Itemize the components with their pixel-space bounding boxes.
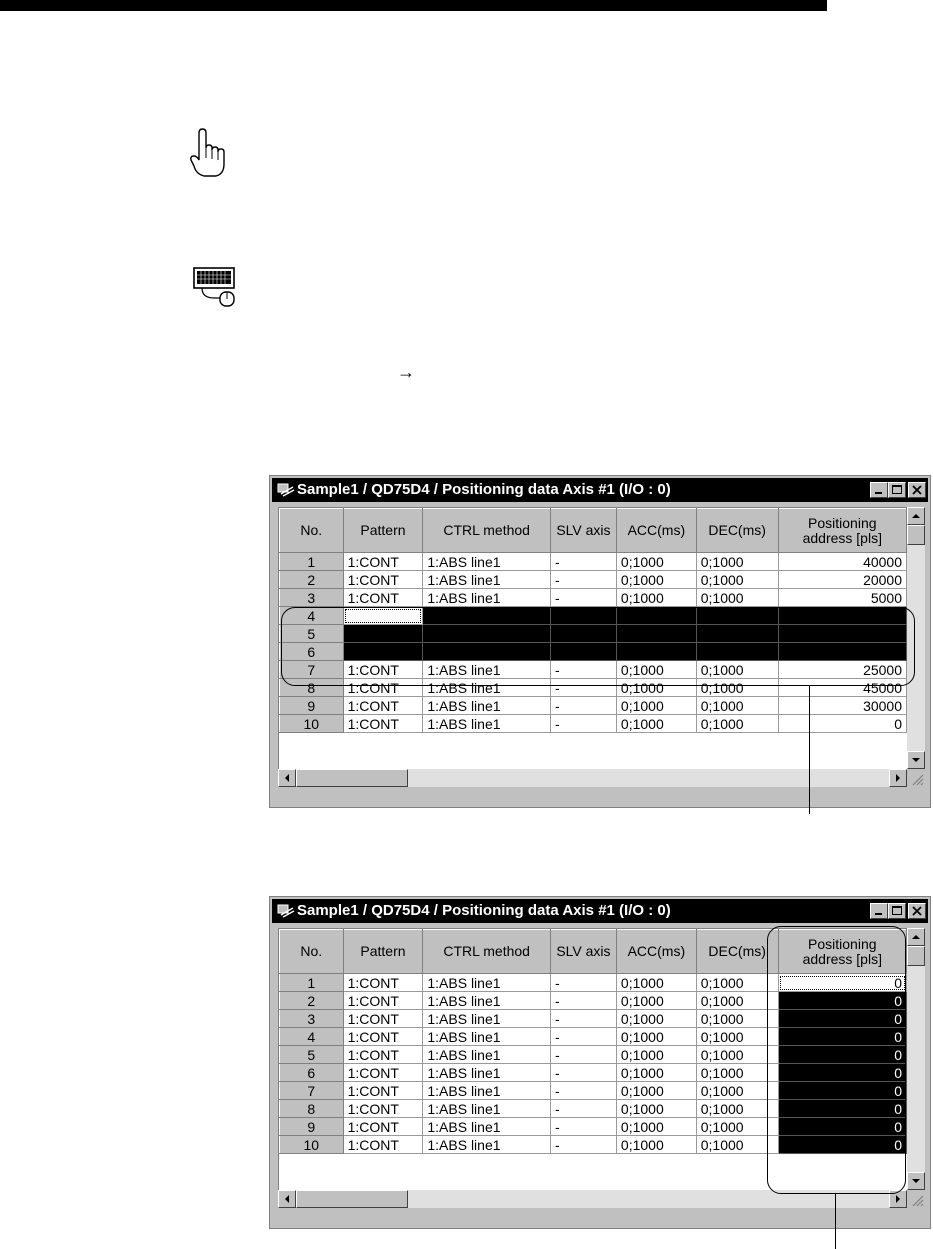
maximize-button[interactable] — [888, 903, 906, 919]
acc-cell[interactable]: 0;1000 — [616, 1064, 696, 1082]
pointing-hand-icon — [186, 128, 230, 180]
acc-cell[interactable] — [616, 625, 696, 643]
positioning-address-cell[interactable]: 0 — [778, 1064, 906, 1082]
table-row[interactable] — [280, 1028, 907, 1046]
table-row[interactable] — [280, 1010, 907, 1028]
horizontal-scrollbar[interactable] — [278, 1190, 907, 1208]
ctrl-method-cell[interactable]: 1:ABS line1 — [423, 697, 551, 715]
pattern-cell[interactable]: 1:CONT — [343, 697, 423, 715]
table-row[interactable] — [280, 607, 907, 625]
dec-cell[interactable]: 0;1000 — [696, 697, 778, 715]
dec-cell[interactable]: 0;1000 — [696, 715, 778, 733]
positioning-address-cell[interactable]: 5000 — [778, 589, 906, 607]
slv-axis-cell[interactable]: - — [550, 571, 616, 589]
slv-axis-cell[interactable]: - — [550, 974, 616, 992]
column-header-slv-axis[interactable]: SLV axis — [550, 509, 616, 553]
pattern-cell[interactable]: 1:CONT — [343, 571, 423, 589]
row-number[interactable]: 3 — [280, 589, 344, 607]
positioning-address-cell[interactable] — [778, 607, 906, 625]
horizontal-scroll-thumb[interactable] — [296, 1190, 408, 1208]
positioning-address-cell[interactable]: 45000 — [778, 679, 906, 697]
table-row[interactable] — [280, 697, 907, 715]
positioning-address-cell[interactable]: 0 — [778, 1082, 906, 1100]
ctrl-method-cell[interactable] — [423, 607, 551, 625]
minimize-icon — [871, 483, 887, 497]
row-number[interactable]: 4 — [280, 607, 344, 625]
dec-cell[interactable]: 0;1000 — [696, 679, 778, 697]
column-header-no[interactable]: No. — [280, 930, 344, 974]
row-number[interactable]: 7 — [280, 661, 344, 679]
dec-cell[interactable]: 0;1000 — [696, 1064, 778, 1082]
dec-cell[interactable]: 0;1000 — [696, 1010, 778, 1028]
row-number[interactable]: 6 — [280, 1064, 344, 1082]
arrow-up-icon — [908, 929, 924, 945]
scroll-down-button[interactable] — [907, 751, 925, 769]
horizontal-scrollbar[interactable] — [278, 769, 907, 787]
table-row[interactable] — [280, 1064, 907, 1082]
maximize-icon — [889, 904, 905, 918]
app-icon — [277, 482, 295, 498]
arrow-glyph: → — [397, 362, 415, 382]
dec-cell[interactable]: 0;1000 — [696, 553, 778, 571]
table-row[interactable] — [280, 679, 907, 697]
window-title-bar[interactable] — [272, 478, 928, 502]
close-button[interactable] — [908, 482, 926, 498]
slv-axis-cell[interactable]: - — [550, 715, 616, 733]
positioning-address-cell[interactable]: 0 — [778, 992, 906, 1010]
acc-cell[interactable]: 0;1000 — [616, 715, 696, 733]
positioning-address-cell[interactable]: 0 — [778, 1118, 906, 1136]
pattern-cell[interactable]: 1:CONT — [343, 1118, 423, 1136]
ctrl-method-cell[interactable]: 1:ABS line1 — [423, 1046, 551, 1064]
ctrl-method-cell[interactable]: 1:ABS line1 — [423, 589, 551, 607]
horizontal-scroll-thumb[interactable] — [296, 769, 408, 787]
pattern-cell[interactable]: 1:CONT — [343, 1010, 423, 1028]
ctrl-method-cell[interactable] — [423, 643, 551, 661]
table-row[interactable] — [280, 992, 907, 1010]
pattern-cell[interactable]: 1:CONT — [343, 1082, 423, 1100]
dec-cell[interactable]: 0;1000 — [696, 1028, 778, 1046]
ctrl-method-cell[interactable]: 1:ABS line1 — [423, 679, 551, 697]
row-number[interactable]: 1 — [280, 553, 344, 571]
row-number[interactable]: 5 — [280, 1046, 344, 1064]
slv-axis-cell[interactable]: - — [550, 1136, 616, 1154]
ctrl-method-cell[interactable]: 1:ABS line1 — [423, 553, 551, 571]
close-icon — [909, 904, 925, 918]
arrow-down-icon — [908, 1173, 924, 1189]
acc-cell[interactable]: 0;1000 — [616, 1118, 696, 1136]
dec-cell[interactable]: 0;1000 — [696, 1082, 778, 1100]
vertical-scroll-thumb[interactable] — [907, 946, 925, 966]
positioning-data-window — [269, 896, 931, 1229]
ctrl-method-cell[interactable]: 1:ABS line1 — [423, 1100, 551, 1118]
acc-cell[interactable]: 0;1000 — [616, 1028, 696, 1046]
ctrl-method-cell[interactable]: 1:ABS line1 — [423, 1064, 551, 1082]
ctrl-method-cell[interactable]: 1:ABS line1 — [423, 1082, 551, 1100]
positioning-address-cell[interactable]: 0 — [778, 974, 906, 992]
positioning-address-cell[interactable]: 0 — [778, 1046, 906, 1064]
table-row[interactable] — [280, 974, 907, 992]
table-row[interactable] — [280, 553, 907, 571]
pattern-cell[interactable]: 1:CONT — [343, 1064, 423, 1082]
slv-axis-cell[interactable]: - — [550, 1082, 616, 1100]
positioning-address-cell[interactable]: 20000 — [778, 571, 906, 589]
slv-axis-cell[interactable]: - — [550, 679, 616, 697]
slv-axis-cell[interactable]: - — [550, 1010, 616, 1028]
dec-cell[interactable]: 0;1000 — [696, 1046, 778, 1064]
scroll-down-button[interactable] — [907, 1172, 925, 1190]
row-number[interactable]: 6 — [280, 643, 344, 661]
pattern-cell[interactable]: 1:CONT — [343, 974, 423, 992]
acc-cell[interactable]: 0;1000 — [616, 992, 696, 1010]
row-number[interactable]: 2 — [280, 571, 344, 589]
column-header-dec[interactable]: DEC(ms) — [696, 509, 778, 553]
slv-axis-cell[interactable]: - — [550, 1028, 616, 1046]
row-number[interactable]: 1 — [280, 974, 344, 992]
dec-cell[interactable]: 0;1000 — [696, 1100, 778, 1118]
table-row[interactable] — [280, 715, 907, 733]
row-number[interactable]: 9 — [280, 697, 344, 715]
window-title-bar[interactable] — [272, 899, 928, 923]
pattern-cell[interactable]: 1:CONT — [343, 1100, 423, 1118]
positioning-address-cell[interactable]: 30000 — [778, 697, 906, 715]
callout-pointer-line — [809, 686, 810, 814]
app-icon — [277, 903, 295, 919]
ctrl-method-cell[interactable]: 1:ABS line1 — [423, 661, 551, 679]
column-header-pattern[interactable]: Pattern — [343, 509, 423, 553]
ctrl-method-cell[interactable]: 1:ABS line1 — [423, 1136, 551, 1154]
close-button[interactable] — [908, 903, 926, 919]
arrow-left-icon — [279, 770, 295, 786]
positioning-address-cell[interactable]: 0 — [778, 1028, 906, 1046]
scroll-up-button[interactable] — [907, 507, 925, 525]
ctrl-method-cell[interactable]: 1:ABS line1 — [423, 1028, 551, 1046]
ctrl-method-cell[interactable] — [423, 625, 551, 643]
column-header-slv-axis[interactable]: SLV axis — [550, 930, 616, 974]
slv-axis-cell[interactable]: - — [550, 992, 616, 1010]
table-row[interactable] — [280, 1082, 907, 1100]
window-title: Sample1 / QD75D4 / Positioning data Axis #1 (I/O : 0) — [297, 902, 671, 919]
table-row[interactable] — [280, 625, 907, 643]
pattern-cell[interactable]: 1:CONT — [343, 553, 423, 571]
resize-grip-icon[interactable] — [907, 1190, 925, 1208]
pattern-cell[interactable]: 1:CONT — [343, 715, 423, 733]
acc-cell[interactable]: 0;1000 — [616, 553, 696, 571]
pattern-cell[interactable]: 1:CONT — [343, 1136, 423, 1154]
row-number[interactable]: 7 — [280, 1082, 344, 1100]
row-number[interactable]: 10 — [280, 715, 344, 733]
dec-cell[interactable]: 0;1000 — [696, 571, 778, 589]
row-number[interactable]: 3 — [280, 1010, 344, 1028]
positioning-address-cell[interactable] — [778, 643, 906, 661]
arrow-left-icon — [279, 1191, 295, 1207]
slv-axis-cell[interactable]: - — [550, 1118, 616, 1136]
slv-axis-cell[interactable]: - — [550, 1100, 616, 1118]
acc-cell[interactable]: 0;1000 — [616, 1136, 696, 1154]
dec-cell[interactable]: 0;1000 — [696, 1136, 778, 1154]
scroll-right-button[interactable] — [889, 769, 907, 787]
acc-cell[interactable]: 0;1000 — [616, 697, 696, 715]
window-title: Sample1 / QD75D4 / Positioning data Axis #1 (I/O : 0) — [297, 481, 671, 498]
positioning-address-cell[interactable]: 0 — [778, 1010, 906, 1028]
row-number[interactable]: 8 — [280, 1100, 344, 1118]
pattern-cell[interactable]: 1:CONT — [343, 661, 423, 679]
vertical-scroll-thumb[interactable] — [907, 525, 925, 545]
scroll-up-button[interactable] — [907, 928, 925, 946]
acc-cell[interactable] — [616, 607, 696, 625]
slv-axis-cell[interactable]: - — [550, 589, 616, 607]
pattern-cell[interactable] — [343, 643, 423, 661]
ctrl-method-cell[interactable]: 1:ABS line1 — [423, 1010, 551, 1028]
pattern-cell[interactable] — [343, 625, 423, 643]
column-header-ctrl-method[interactable]: CTRL method — [423, 509, 551, 553]
positioning-data-window — [269, 475, 931, 808]
grid-header-row — [280, 509, 907, 553]
pattern-cell[interactable]: 1:CONT — [343, 679, 423, 697]
positioning-address-cell[interactable]: 0 — [778, 1136, 906, 1154]
dec-cell[interactable] — [696, 607, 778, 625]
table-row[interactable] — [280, 661, 907, 679]
slv-axis-cell[interactable]: - — [550, 1046, 616, 1064]
ctrl-method-cell[interactable]: 1:ABS line1 — [423, 1118, 551, 1136]
header-bar — [0, 0, 827, 11]
positioning-address-cell[interactable]: 0 — [778, 715, 906, 733]
column-header-ctrl-method[interactable]: CTRL method — [423, 930, 551, 974]
column-header-pattern[interactable]: Pattern — [343, 930, 423, 974]
acc-cell[interactable]: 0;1000 — [616, 661, 696, 679]
dec-cell[interactable] — [696, 643, 778, 661]
dec-cell[interactable] — [696, 625, 778, 643]
slv-axis-cell[interactable] — [550, 625, 616, 643]
acc-cell[interactable] — [616, 643, 696, 661]
table-row[interactable] — [280, 1046, 907, 1064]
acc-cell[interactable]: 0;1000 — [616, 1082, 696, 1100]
column-header-positioning-address[interactable]: Positioning address [pls] — [778, 930, 906, 974]
table-row[interactable] — [280, 1136, 907, 1154]
row-number[interactable]: 10 — [280, 1136, 344, 1154]
column-header-no[interactable]: No. — [280, 509, 344, 553]
table-row[interactable] — [280, 1118, 907, 1136]
acc-cell[interactable]: 0;1000 — [616, 974, 696, 992]
row-number[interactable]: 5 — [280, 625, 344, 643]
scroll-left-button[interactable] — [278, 769, 296, 787]
pattern-cell[interactable]: 1:CONT — [343, 992, 423, 1010]
pattern-cell[interactable]: 1:CONT — [343, 1028, 423, 1046]
slv-axis-cell[interactable]: - — [550, 697, 616, 715]
minimize-button[interactable] — [870, 482, 888, 498]
positioning-address-cell[interactable] — [778, 625, 906, 643]
column-header-acc[interactable]: ACC(ms) — [616, 509, 696, 553]
slv-axis-cell[interactable] — [550, 607, 616, 625]
table-row[interactable] — [280, 1100, 907, 1118]
row-number[interactable]: 2 — [280, 992, 344, 1010]
maximize-button[interactable] — [888, 482, 906, 498]
positioning-address-cell[interactable]: 40000 — [778, 553, 906, 571]
close-icon — [909, 483, 925, 497]
arrow-right-icon — [890, 770, 906, 786]
acc-cell[interactable]: 0;1000 — [616, 679, 696, 697]
positioning-address-cell[interactable]: 0 — [778, 1100, 906, 1118]
minimize-button[interactable] — [870, 903, 888, 919]
ctrl-method-cell[interactable]: 1:ABS line1 — [423, 974, 551, 992]
slv-axis-cell[interactable]: - — [550, 661, 616, 679]
scroll-left-button[interactable] — [278, 1190, 296, 1208]
arrow-up-icon — [908, 508, 924, 524]
slv-axis-cell[interactable]: - — [550, 553, 616, 571]
dec-cell[interactable]: 0;1000 — [696, 1118, 778, 1136]
dec-cell[interactable]: 0;1000 — [696, 589, 778, 607]
scroll-right-button[interactable] — [889, 1190, 907, 1208]
table-row[interactable] — [280, 571, 907, 589]
dec-cell[interactable]: 0;1000 — [696, 661, 778, 679]
pattern-cell[interactable]: 1:CONT — [343, 1046, 423, 1064]
acc-cell[interactable]: 0;1000 — [616, 571, 696, 589]
positioning-address-cell[interactable]: 25000 — [778, 661, 906, 679]
keyboard-icon — [192, 266, 240, 310]
arrow-down-icon — [908, 752, 924, 768]
acc-cell[interactable]: 0;1000 — [616, 1100, 696, 1118]
vertical-scrollbar[interactable] — [907, 928, 925, 1190]
maximize-icon — [889, 483, 905, 497]
pattern-cell[interactable] — [343, 607, 423, 625]
arrow-right-icon — [890, 1191, 906, 1207]
column-header-positioning-address[interactable]: Positioning address [pls] — [778, 509, 906, 553]
acc-cell[interactable]: 0;1000 — [616, 589, 696, 607]
slv-axis-cell[interactable] — [550, 643, 616, 661]
resize-grip-icon[interactable] — [907, 769, 925, 787]
column-header-dec[interactable]: DEC(ms) — [696, 930, 778, 974]
ctrl-method-cell[interactable]: 1:ABS line1 — [423, 571, 551, 589]
ctrl-method-cell[interactable]: 1:ABS line1 — [423, 715, 551, 733]
table-row[interactable] — [280, 589, 907, 607]
slv-axis-cell[interactable]: - — [550, 1064, 616, 1082]
pattern-cell[interactable]: 1:CONT — [343, 589, 423, 607]
dec-cell[interactable]: 0;1000 — [696, 974, 778, 992]
ctrl-method-cell[interactable]: 1:ABS line1 — [423, 992, 551, 1010]
callout-pointer-line — [835, 1194, 836, 1249]
row-number[interactable]: 4 — [280, 1028, 344, 1046]
grid-header-row — [280, 930, 907, 974]
column-header-acc[interactable]: ACC(ms) — [616, 930, 696, 974]
dec-cell[interactable]: 0;1000 — [696, 992, 778, 1010]
positioning-data-grid[interactable] — [278, 507, 907, 769]
row-number[interactable]: 8 — [280, 679, 344, 697]
acc-cell[interactable]: 0;1000 — [616, 1046, 696, 1064]
row-number[interactable]: 9 — [280, 1118, 344, 1136]
minimize-icon — [871, 904, 887, 918]
vertical-scrollbar[interactable] — [907, 507, 925, 769]
acc-cell[interactable]: 0;1000 — [616, 1010, 696, 1028]
table-row[interactable] — [280, 643, 907, 661]
positioning-data-grid[interactable] — [278, 928, 907, 1190]
